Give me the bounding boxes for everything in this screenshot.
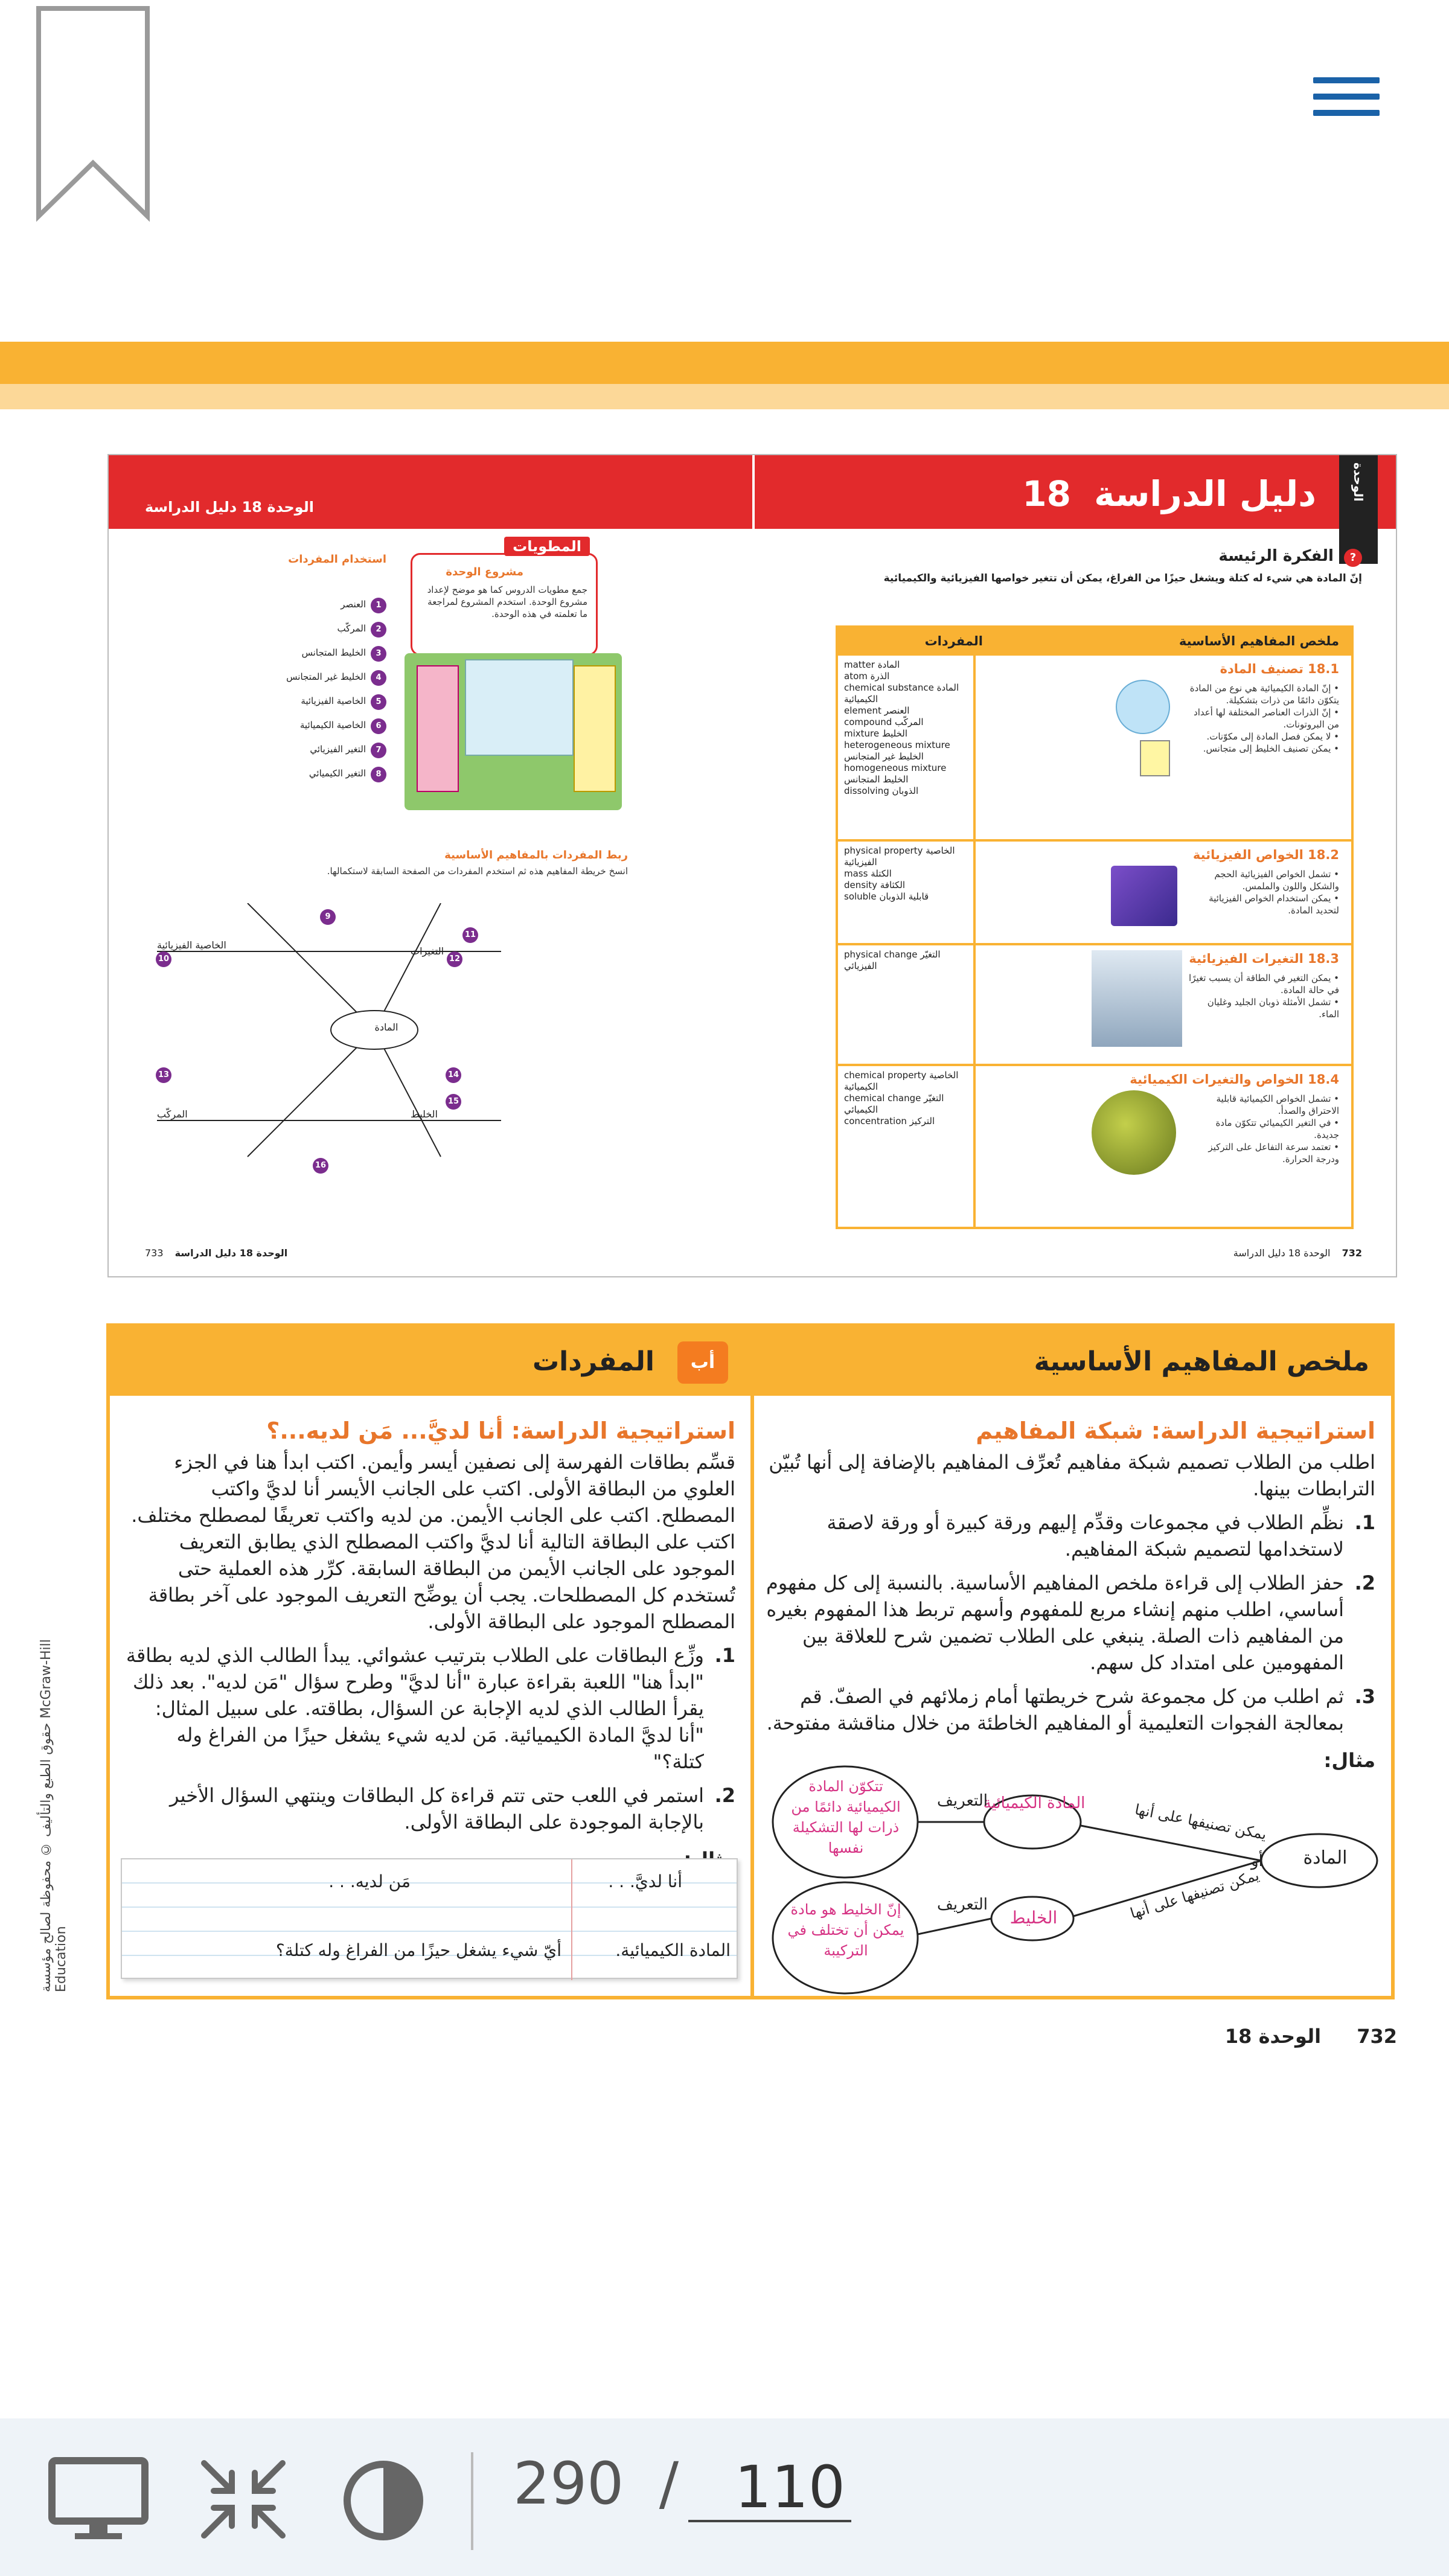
vocab-item: 7التغير الفيزيائي (229, 737, 386, 761)
big-idea-title (867, 547, 1362, 567)
vocab-item-label: التغير الفيزيائي (310, 744, 366, 755)
page-total (513, 2450, 679, 2517)
step-number: 1. (1354, 1511, 1375, 1534)
concept-table-header-vocab: المفردات (924, 634, 983, 648)
unit-label: الوحدة 18 (1224, 2025, 1322, 2048)
vocab-term: matter المادة (844, 659, 900, 670)
vocab-term: mass الكتلة (844, 868, 892, 879)
unit-tab-label: الوحدة (1351, 462, 1366, 502)
section-num: 18.2 (1308, 848, 1339, 862)
use-vocabulary-title: استخدام المفردات (288, 553, 386, 566)
link-vocabulary (290, 849, 628, 877)
orange-banner (0, 342, 1449, 384)
step-text: حفز الطلاب إلى قراءة ملخص المفاهيم الأساسية. بالنسبة إلى كل مفهوم أساسي، اطلب منهم إنشاء مربع للمفهوم وأسهم تربط هذا المفهوم بغيره من المفاهيم ذات الصلة. ينبغي على الطلاب تضمين شرح للعلاقة بين المفهومين على امتداد كل سهم. (766, 1571, 1344, 1674)
lightbulb-icon: ? (1344, 549, 1362, 567)
section-18-4 (838, 1066, 1351, 1227)
vocab-item-label: العنصر (341, 599, 366, 610)
vocab-item: 2المركّب (229, 616, 386, 641)
unit-number: 18 (1022, 473, 1071, 514)
left-page-header: الوحدة 18 دليل الدراسة (145, 499, 314, 516)
section-title: الخواص والتغيرات الكيميائية (1130, 1072, 1303, 1087)
big-idea-title-text: الفكرة الرئيسة (1218, 547, 1334, 565)
vocab-item: 5الخاصية الفيزيائية (229, 689, 386, 713)
ice-climber-photo (1092, 950, 1182, 1047)
node-mixture: الخليط (1009, 1908, 1058, 1928)
section-18-3-vocab (844, 949, 971, 972)
link-vocabulary-text: انسخ خريطة المفاهيم هذه ثم استخدم المفردات من الصفحة السابقة لاستكمالها. (327, 866, 628, 877)
concept-map-label: المركّب (157, 1108, 188, 1120)
bookmark-icon[interactable] (35, 5, 151, 222)
big-idea-text: إنّ المادة هي شيء له كتلة ويشغل حيزًا من الفراغ، يمكن أن تتغير خواصها الفيزيائية والكيميائية (883, 572, 1362, 584)
right-page-number: 732 (1342, 1247, 1362, 1259)
concept-map-number: 13 (156, 1067, 171, 1083)
study-guide-title (1022, 473, 1316, 514)
step-item (766, 1683, 1375, 1736)
toolbar-separator (471, 2452, 473, 2550)
node-matter: المادة (1303, 1847, 1348, 1868)
foldables-badge: المطويات (504, 537, 590, 556)
edge-label: التعريف (937, 1792, 988, 1810)
reader-toolbar (0, 2418, 1449, 2576)
rotting-apple-photo (1092, 1090, 1176, 1175)
foldable-flap-left (417, 665, 459, 792)
step-text: نظِّم الطلاب في مجموعات وقدِّم إليهم ورقة كبيرة أو ورقة لاصقة لاستخدامها لتصميم شبكة المفاهيم. (827, 1511, 1344, 1561)
concept-web-strategy (766, 1417, 1375, 1774)
vocab-term: soluble قابلية الذوبان (844, 891, 929, 902)
concept-map-number: 11 (462, 927, 478, 943)
vocab-item-label: التغير الكيميائي (309, 768, 366, 779)
vocab-term: element العنصر (844, 705, 910, 716)
orange-banner-light (0, 384, 1449, 409)
section-18-1 (838, 656, 1351, 842)
concept-map-label: التغيرات (411, 945, 444, 957)
teacher-notes-panel (106, 1323, 1395, 1999)
concept-table (836, 625, 1354, 1229)
concept-map-label: الخليط (411, 1108, 438, 1120)
vocab-item-label: الخليط غير المتجانس (286, 671, 366, 682)
atom-illustration (1116, 680, 1170, 734)
vocabulary-header: المفردات (532, 1346, 654, 1377)
key-concepts-summary-header: ملخص المفاهيم الأساسية (1034, 1346, 1369, 1377)
use-vocabulary (229, 553, 386, 785)
vocab-item: 3الخليط المتجانس (229, 641, 386, 665)
page-number: 732 (1357, 2025, 1397, 2048)
vocab-item: 1العنصر (229, 592, 386, 616)
step-text: وزِّع البطاقات على الطلاب بترتيب عشوائي. يبدأ الطالب الذي لديه بطاقة "ابدأ هنا" اللعبة بقراءة عبارة "أنا لديَّ" وطرح سؤال "مَن لديه". بعد ذلك يقرأ الطالب الذي لديه الإجابة عن السؤال، بطاقته. على سبيل المثال: "أنا لديَّ المادة الكيميائية. مَن لديه شيء يشغل حيزًا من الفراغ وله كتلة؟" (126, 1644, 704, 1773)
vocab-term: physical change التغيّر الفيزيائي (844, 949, 941, 971)
section-title: الخواص الفيزيائية (1192, 848, 1303, 862)
section-num: 18.1 (1308, 662, 1339, 676)
vocab-item: 6الخاصية الكيميائية (229, 713, 386, 737)
node-definition-mixture: إنّ الخليط هو مادة يمكن أن تختلف في التركيبة (787, 1901, 904, 1959)
hamburger-menu-icon[interactable] (1313, 77, 1380, 126)
concept-web-title: استراتيجية الدراسة: شبكة المفاهيم (976, 1417, 1375, 1444)
study-guide-title-text: دليل الدراسة (1094, 473, 1316, 514)
vocab-item: 4الخليط غير المتجانس (229, 665, 386, 689)
left-page-footer (145, 1247, 287, 1259)
unit-project-text: جمع مطويات الدروس كما هو موضح لإعداد مشروع الوحدة. استخدم المشروع لمراجعة ما تعلمته في هذه الوحدة. (427, 584, 587, 619)
vocab-term: compound المركّب (844, 717, 924, 727)
section-18-1-vocab (844, 659, 971, 797)
card-who-has-label: مَن لديه. . . (328, 1871, 411, 1891)
step-item (766, 1570, 1375, 1676)
step-number: 2. (1354, 1571, 1375, 1594)
section-18-2-vocab (844, 845, 971, 903)
concept-map-label: الخاصية الفيزيائية (157, 939, 226, 951)
foldable-flap-right (574, 665, 616, 792)
concept-map-number: 9 (320, 909, 336, 925)
section-18-2-heading (1193, 848, 1339, 862)
unit-project-box (411, 538, 598, 656)
card-divider (571, 1859, 572, 1980)
foldable-illustration (405, 653, 622, 810)
vocab-term: concentration التركيز (844, 1116, 935, 1127)
vocab-term: chemical property الخاصية الكيميائية (844, 1070, 959, 1092)
copyright-notice: حقوق الطبع والتأليف © محفوظة لصالح مؤسسة McGraw-Hill Education (39, 1639, 69, 1992)
concept-table-header (838, 628, 1351, 656)
section-18-4-vocab (844, 1070, 971, 1127)
concept-map-number: 12 (447, 951, 462, 967)
concept-map-number: 16 (313, 1158, 328, 1174)
concept-map-number: 14 (446, 1067, 461, 1083)
vocab-term: dissolving الذوبان (844, 785, 919, 796)
concept-map-center: المادة (374, 1021, 398, 1033)
example-label: مثال: (1323, 1749, 1375, 1772)
concept-table-header-concepts: ملخص المفاهيم الأساسية (1179, 634, 1339, 648)
vocab-item-label: الخاصية الكيميائية (299, 720, 366, 730)
edge-label: يمكن تصنيفها على أنها (1128, 1867, 1261, 1922)
vocab-term: density الكثافة (844, 880, 906, 890)
concept-web-intro: اطلب من الطلاب تصميم شبكة مفاهيم تُعرِّف المفاهيم بالإضافة إلى أنها تُبيّن الترابطات بينها. (769, 1451, 1375, 1500)
section-18-2-summary: • تشمل الخواص الفيزيائية الحجم والشكل واللون والملمس. • يمكن استخدام الخواص الفيزيائية لتحديد المادة. (1209, 869, 1339, 916)
card-i-have-label: أنا لديَّ. . . (608, 1871, 682, 1891)
vocab-term: physical property الخاصية الفيزيائية (844, 845, 955, 868)
step-number: 2. (714, 1784, 735, 1807)
foldable-center (465, 659, 574, 756)
edge-label: التعريف (937, 1896, 988, 1914)
link-vocabulary-title: ربط المفردات بالمفاهيم الأساسية (444, 849, 628, 861)
vocab-term: mixture الخليط (844, 728, 908, 739)
vocab-term: heterogeneous mixture الخليط غير المتجانس (844, 740, 950, 762)
unit-project-title: مشروع الوحدة (446, 566, 523, 578)
concept-map-number: 10 (156, 951, 171, 967)
step-item (766, 1509, 1375, 1562)
section-title: التغيرات الفيزيائية (1189, 951, 1303, 966)
node-chemical-substance: المادة الكيميائية (983, 1794, 1086, 1812)
vocab-item-label: الخليط المتجانس (301, 647, 366, 658)
right-page (755, 529, 1398, 1279)
left-page-footer-text: الوحدة 18 دليل الدراسة (174, 1247, 288, 1259)
i-have-who-has-intro: قسِّم بطاقات الفهرسة إلى نصفين أيسر وأيمن. اكتب ابدأ هنا في الجزء العلوي من البطاقة الأولى. اكتب على الجانب الأيسر أنا لديَّ واكتب المصطلح. اكتب على الجانب الأيمن. من لديه واكتب تعريفًا لمصطلح مختلف. اكتب على البطاقة التالية أنا لديَّ واكتب المصطلح الذي يطابق التعريف الموجود على الجانب الأيمن من البطاقة السابقة. كرِّر هذه العملية حتى تُستخدم كل المصطلحات. يجب أن يوضِّح التعريف الموجود على آخر بطاقة المصطلح الموجود على البطاقة الأولى. (131, 1451, 735, 1633)
vocab-term: chemical change التغيّر الكيميائي (844, 1093, 944, 1115)
page-number-input[interactable] (688, 2455, 851, 2522)
step-text: ثم اطلب من كل مجموعة شرح خريطتها أمام زملائهم في الصفّ. قم بمعالجة الفجوات التعليمية أو المفاهيم الخاطئة من خلال مناقشة مفتوحة. (766, 1685, 1344, 1734)
edge-label: أو (1251, 1852, 1263, 1870)
element-box-illustration (1140, 740, 1170, 776)
section-18-4-summary: • تشمل الخواص الكيميائية قابلية الاحتراق والصدأ. • في التغير الكيميائي تتكوّن مادة جديدة. • تعتمد سرعة التفاعل على التركيز ودرجة الحرارة. (1208, 1093, 1339, 1165)
vocab-item: 8التغير الكيميائي (229, 761, 386, 785)
section-18-1-summary: • إنّ المادة الكيميائية هي نوع من المادة يتكوّن دائمًا من ذرات بتشكيلة. • إنّ الذرات العناصر المختلفة لها أعداد من البروتونات. • لا يمكن فصل المادة إلى مكوّنات. • يمكن تصنيف الخليط إلى متجانس. (1189, 683, 1339, 754)
card-who-has-value: أيّ شيء يشغل حيزًا من الفراغ وله كتلة؟ (275, 1940, 561, 1960)
right-page-footer (1233, 1247, 1362, 1259)
total-pages: 290 (513, 2450, 624, 2517)
edge-label: يمكن تصنيفها على أنها (1133, 1801, 1268, 1843)
section-num: 18.4 (1308, 1072, 1339, 1087)
section-18-3-summary: • يمكن التغير في الطاقة أن يسبب تغيرًا في حالة المادة. • تشمل الأمثلة ذوبان الجليد وغليان الماء. (1189, 973, 1339, 1020)
i-have-who-has-steps (126, 1642, 735, 1835)
step-item (126, 1642, 735, 1775)
big-idea (867, 547, 1362, 586)
page-separator: / (659, 2450, 679, 2517)
use-vocabulary-list (229, 592, 386, 785)
left-page (109, 529, 752, 1279)
card-i-have-value: المادة الكيميائية. (615, 1940, 731, 1960)
contrast-icon[interactable] (332, 2457, 435, 2542)
concept-map-number: 15 (446, 1094, 461, 1110)
step-item (126, 1782, 735, 1835)
section-18-3 (838, 945, 1351, 1066)
textbook-page-scan (107, 454, 1397, 1277)
section-18-3-heading (1189, 951, 1339, 966)
vocab-item-label: المركّب (337, 623, 366, 634)
section-num: 18.3 (1308, 951, 1339, 966)
page-footer (1225, 2025, 1397, 2048)
step-number: 3. (1354, 1685, 1375, 1708)
vocab-term: homogeneous mixture الخليط المتجانس (844, 762, 947, 785)
section-18-1-heading (1220, 662, 1339, 676)
step-number: 1. (714, 1644, 735, 1667)
node-definition-chemical: تتكوّن المادة الكيميائية دائمًا من ذرات لها التشكيلة نفسها (791, 1778, 901, 1856)
vocab-item-label: الخاصية الفيزيائية (301, 695, 366, 706)
i-have-who-has-title: استراتيجية الدراسة: أنا لديَّ... مَن لديه...؟ (266, 1417, 735, 1444)
section-title: تصنيف المادة (1220, 662, 1303, 676)
vocab-term: atom الذرة (844, 671, 890, 682)
i-have-who-has-strategy (126, 1417, 735, 1873)
vocab-term: chemical substance المادة الكيميائية (844, 682, 959, 705)
vocabulary-icon: أب (677, 1341, 728, 1384)
index-card-example (121, 1858, 738, 1979)
concept-web-steps (766, 1509, 1375, 1736)
section-18-4-heading (1130, 1072, 1339, 1087)
step-text: استمر في اللعب حتى تتم قراءة كل البطاقات وينتهي السؤال الأخير بالإجابة الموجودة على البطاقة الأولى. (169, 1784, 704, 1833)
collapse-arrows-icon[interactable] (192, 2457, 295, 2542)
desktop-icon[interactable] (47, 2457, 150, 2542)
crystal-lattice-illustration (1111, 866, 1177, 926)
section-18-2 (838, 842, 1351, 945)
right-page-footer-text: الوحدة 18 دليل الدراسة (1233, 1247, 1331, 1259)
left-page-number: 733 (145, 1247, 164, 1259)
